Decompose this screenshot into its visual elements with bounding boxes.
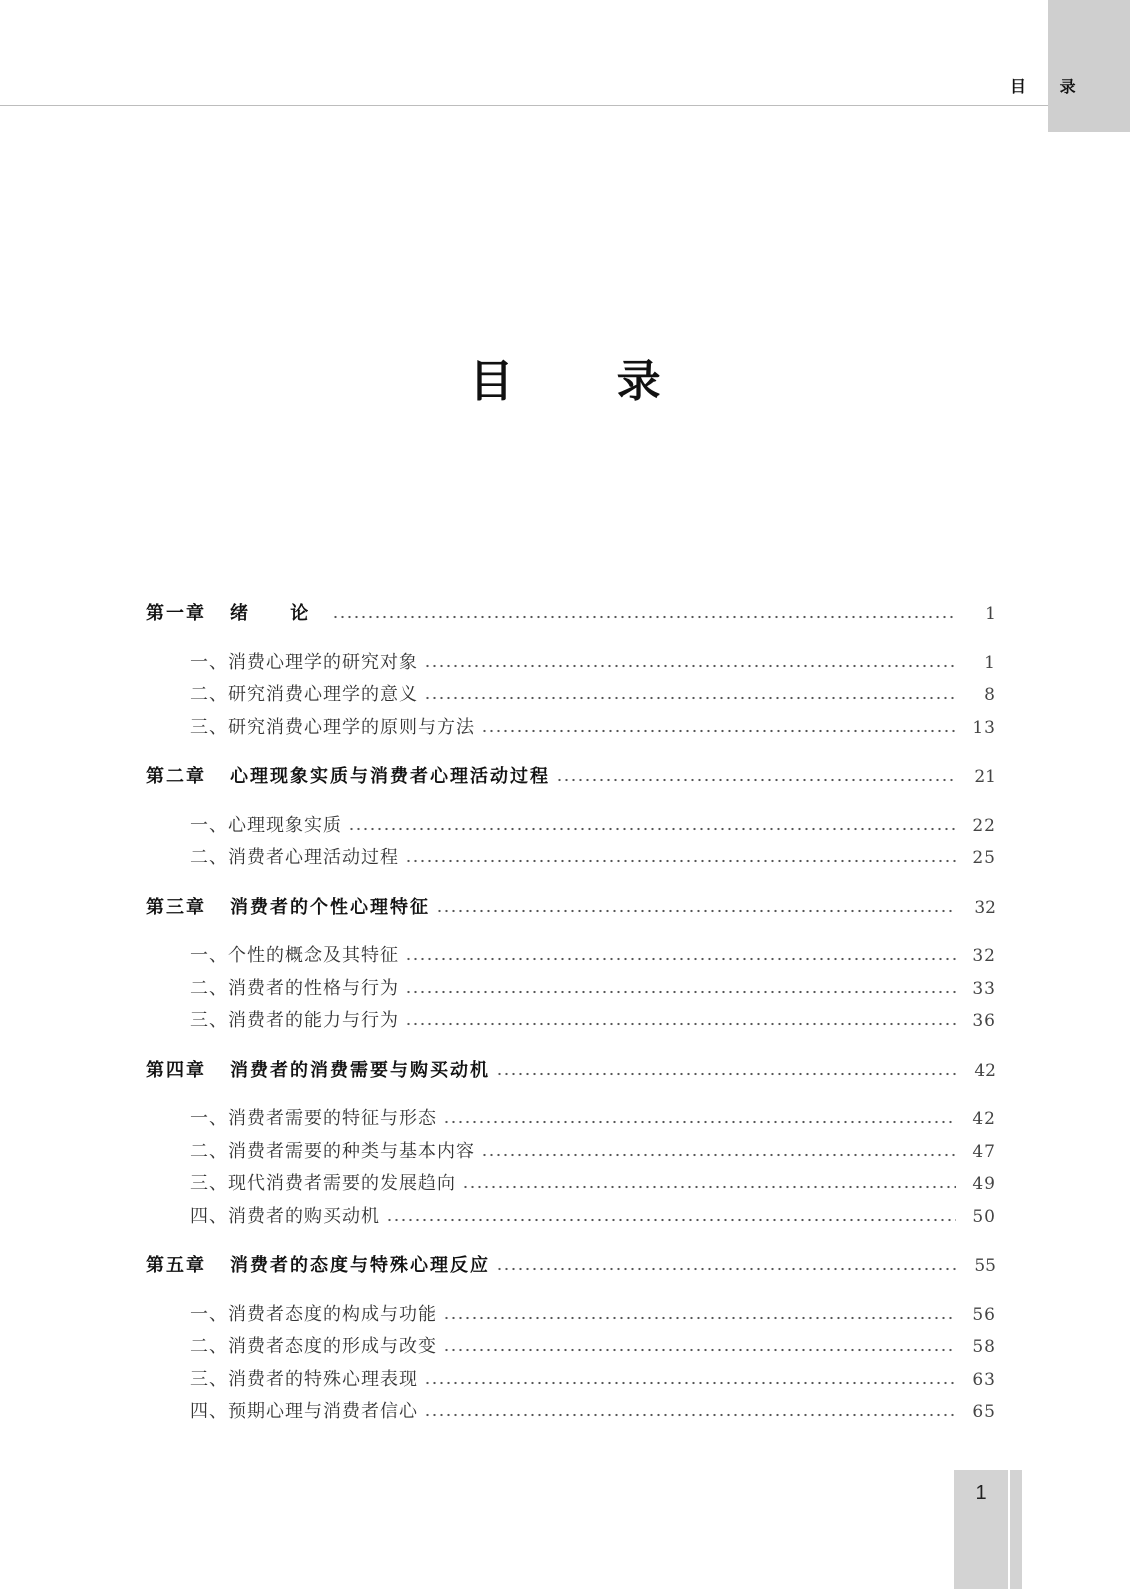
footer-strip: [1010, 1470, 1022, 1589]
dot-leader: [424, 1380, 956, 1386]
section-title: 一、消费心理学的研究对象: [190, 651, 418, 673]
dot-leader: [462, 1184, 956, 1190]
chapter-title: 绪 论: [230, 603, 327, 624]
dot-leader: [481, 1152, 956, 1158]
toc-section-entry[interactable]: [146, 1396, 996, 1429]
dot-leader: [424, 1412, 956, 1418]
toc-chapter: [146, 1250, 996, 1429]
page-number: 1: [975, 1482, 987, 1504]
chapter-page-number: 32: [974, 897, 996, 918]
table-of-contents: [146, 598, 996, 1429]
page-title: 目 录: [469, 356, 705, 407]
section-title: 一、心理现象实质: [190, 814, 342, 836]
dot-leader: [386, 1217, 956, 1223]
header-rule: [0, 105, 1048, 106]
section-title: 一、个性的概念及其特征: [190, 945, 399, 966]
toc-section-entry[interactable]: [146, 712, 996, 745]
toc-section-entry[interactable]: [146, 842, 996, 875]
toc-chapter-entry[interactable]: [146, 1250, 996, 1283]
section-title: 二、消费者的性格与行为: [190, 977, 399, 999]
dot-leader: [424, 663, 956, 669]
section-title: 一、消费者态度的构成与功能: [190, 1303, 437, 1325]
chapter-page-number: 21: [974, 767, 996, 787]
section-page-number: 58: [972, 1337, 996, 1357]
section-page-number: 47: [972, 1141, 996, 1162]
section-title: 四、预期心理与消费者信心: [190, 1401, 418, 1422]
section-page-number: 50: [972, 1206, 996, 1227]
toc-section-entry[interactable]: [146, 1136, 996, 1169]
toc-chapter-entry[interactable]: [146, 1055, 996, 1088]
toc-section-entry[interactable]: [146, 940, 996, 973]
section-page-number: 32: [972, 946, 996, 966]
chapter-number: 第二章: [146, 766, 206, 787]
dot-leader: [332, 614, 956, 620]
section-page-number: 42: [972, 1109, 996, 1129]
section-title: 三、研究消费心理学的原则与方法: [190, 716, 475, 738]
chapter-number: 第五章: [146, 1255, 206, 1276]
dot-leader: [424, 695, 956, 701]
running-head: 目 录: [1010, 77, 1090, 96]
toc-section-entry[interactable]: [146, 1201, 996, 1234]
section-title: 二、消费者需要的种类与基本内容: [190, 1140, 475, 1162]
section-page-number: 63: [972, 1369, 996, 1390]
dot-leader: [496, 1071, 956, 1077]
section-page-number: 49: [972, 1174, 996, 1194]
section-title: 三、现代消费者需要的发展趋向: [190, 1173, 456, 1194]
section-page-number: 22: [972, 815, 996, 836]
chapter-page-number: 55: [974, 1256, 996, 1276]
section-page-number: 1: [984, 652, 996, 673]
toc-section-entry[interactable]: [146, 810, 996, 843]
toc-chapter: [146, 761, 996, 875]
dot-leader: [556, 777, 956, 783]
section-page-number: 65: [972, 1402, 996, 1422]
dot-leader: [405, 989, 956, 995]
section-title: 二、消费者心理活动过程: [190, 847, 399, 868]
section-page-number: 33: [972, 978, 996, 999]
toc-chapter-entry[interactable]: [146, 598, 996, 631]
section-title: 一、消费者需要的特征与形态: [190, 1108, 437, 1129]
dot-leader: [443, 1315, 956, 1321]
dot-leader: [405, 858, 956, 864]
dot-leader: [481, 728, 956, 734]
toc-section-entry[interactable]: [146, 1299, 996, 1332]
section-page-number: 36: [972, 1011, 996, 1031]
section-title: 四、消费者的购买动机: [190, 1205, 380, 1227]
toc-chapter-entry[interactable]: [146, 892, 996, 925]
chapter-number: 第一章: [146, 603, 206, 624]
toc-section-entry[interactable]: [146, 1168, 996, 1201]
section-page-number: 8: [984, 685, 996, 705]
section-title: 二、研究消费心理学的意义: [190, 684, 418, 705]
chapter-page-number: 42: [974, 1060, 996, 1081]
toc-chapter: [146, 1055, 996, 1234]
chapter-title: 心理现象实质与消费者心理活动过程: [230, 766, 550, 787]
toc-section-entry[interactable]: [146, 1005, 996, 1038]
chapter-page-number: 1: [985, 604, 996, 624]
toc-section-entry[interactable]: [146, 1364, 996, 1397]
section-page-number: 56: [972, 1304, 996, 1325]
toc-section-entry[interactable]: [146, 647, 996, 680]
chapter-title: 消费者的个性心理特征: [230, 896, 430, 918]
dot-leader: [405, 1021, 956, 1027]
dot-leader: [443, 1119, 956, 1125]
toc-section-entry[interactable]: [146, 973, 996, 1006]
dot-leader: [436, 908, 956, 914]
corner-tab: [1048, 0, 1130, 132]
dot-leader: [405, 956, 956, 962]
dot-leader: [443, 1347, 956, 1353]
toc-chapter-entry[interactable]: [146, 761, 996, 794]
toc-section-entry[interactable]: [146, 1103, 996, 1136]
toc-chapter: [146, 892, 996, 1038]
section-page-number: 25: [972, 848, 996, 868]
dot-leader: [348, 826, 956, 832]
toc-section-entry[interactable]: [146, 1331, 996, 1364]
toc-section-entry[interactable]: [146, 679, 996, 712]
dot-leader: [496, 1266, 956, 1272]
section-title: 三、消费者的特殊心理表现: [190, 1368, 418, 1390]
chapter-title: 消费者的消费需要与购买动机: [230, 1059, 490, 1081]
section-title: 二、消费者态度的形成与改变: [190, 1336, 437, 1357]
section-title: 三、消费者的能力与行为: [190, 1010, 399, 1031]
toc-chapter: [146, 598, 996, 744]
section-page-number: 13: [972, 717, 996, 738]
chapter-number: 第四章: [146, 1059, 206, 1081]
chapter-title: 消费者的态度与特殊心理反应: [230, 1255, 490, 1276]
chapter-number: 第三章: [146, 896, 206, 918]
